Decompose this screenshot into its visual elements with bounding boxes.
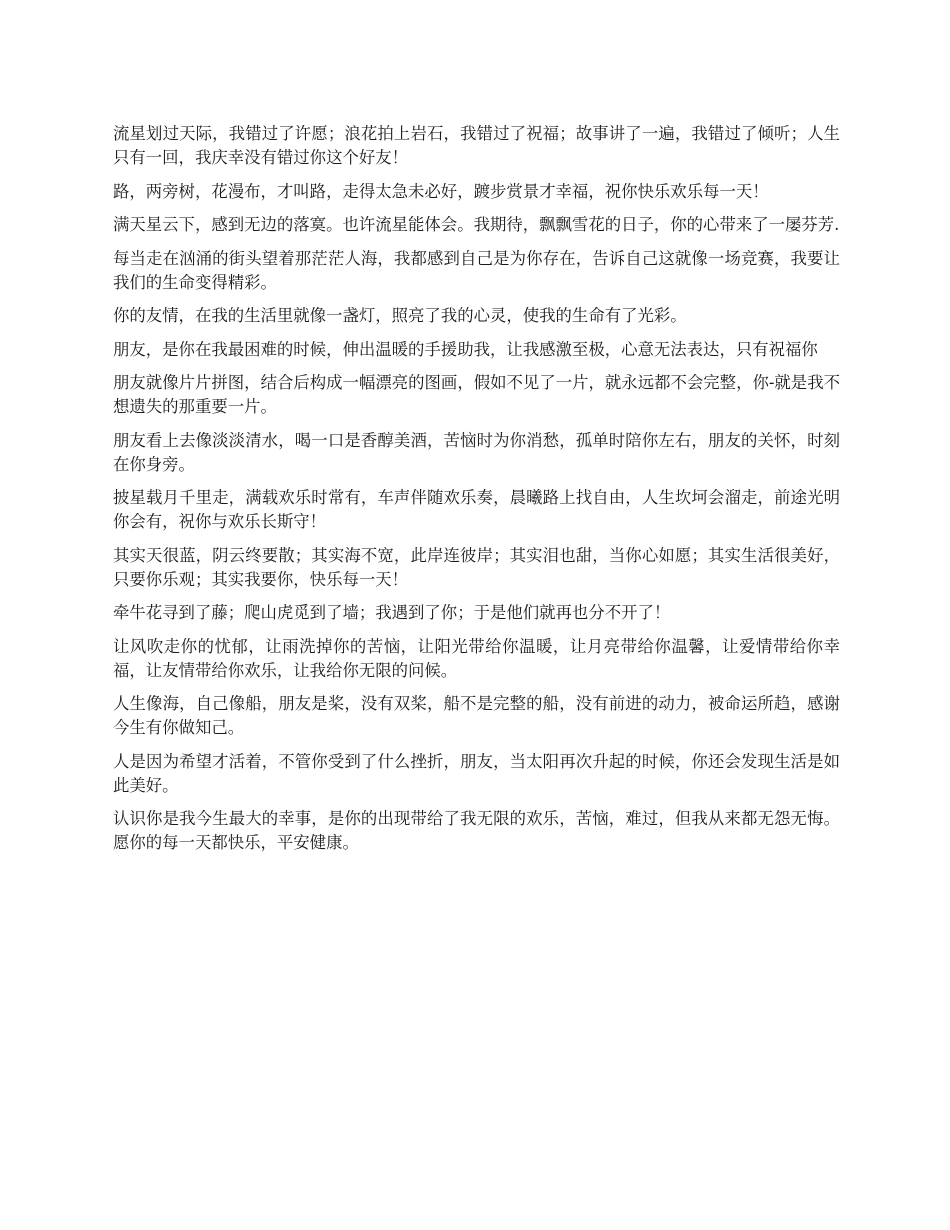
paragraph-15: 认识你是我今生最大的幸事，是你的出现带给了我无限的欢乐，苦恼，难过，但我从来都无怨无悔。愿你的每一天都快乐，平安健康。 [113,809,840,852]
document-body [113,122,840,865]
paragraph-4: 每当走在汹涌的街头望着那茫茫人海，我都感到自己是为你存在，告诉自己这就像一场竞赛，我要让我们的生命变得精彩。 [113,248,840,292]
paragraph-14: 人是因为希望才活着，不管你受到了什么挫折，朋友，当太阳再次升起的时候，你还会发现生活是如此美好。 [113,751,840,795]
paragraph-8: 朋友看上去像淡淡清水，喝一口是香醇美酒，苦恼时为你消愁，孤单时陪你左右，朋友的关怀，时刻在你身旁。 [113,430,840,474]
paragraph-12: 让风吹走你的忧郁，让雨洗掉你的苦恼，让阳光带给你温暖，让月亮带给你温馨，让爱情带给你幸福，让友情带给你欢乐，让我给你无限的问候。 [113,636,840,680]
paragraph-7: 朋友就像片片拼图，结合后构成一幅漂亮的图画，假如不见了一片，就永远都不会完整，你-就是我不想遗失的那重要一片。 [113,373,840,416]
paragraph-2: 路，两旁树，花漫布，才叫路，走得太急未必好，踱步赏景才幸福，祝你快乐欢乐每一天！ [113,181,769,201]
paragraph-10: 其实天很蓝，阴云终要散；其实海不宽，此岸连彼岸；其实泪也甜，当你心如愿；其实生活很美好，只要你乐观；其实我要你，快乐每一天！ [113,545,840,589]
paragraph-6: 朋友，是你在我最困难的时候，伸出温暖的手援助我，让我感激至极，心意无法表达，只有祝福你 [113,339,818,359]
paragraph-13: 人生像海，自己像船，朋友是桨，没有双桨，船不是完整的船，没有前进的动力，被命运所趋，感谢今生有你做知己。 [113,694,840,737]
paragraph-1: 流星划过天际，我错过了许愿；浪花拍上岩石，我错过了祝福；故事讲了一遍，我错过了倾听；人生只有一回，我庆幸没有错过你这个好友！ [113,124,840,167]
paragraph-3: 满天星云下，感到无边的落寞。也许流星能体会。我期待，飘飘雪花的日子，你的心带来了一屡芬芳. [113,215,840,234]
paragraph-11: 牵牛花寻到了藤；爬山虎觅到了墙；我遇到了你；于是他们就再也分不开了！ [113,603,671,622]
paragraph-5: 你的友情，在我的生活里就像一盏灯，照亮了我的心灵，使我的生命有了光彩。 [113,306,687,325]
paragraph-9: 披星载月千里走，满载欢乐时常有，车声伴随欢乐奏，晨曦路上找自由，人生坎坷会溜走，前途光明你会有，祝你与欢乐长斯守！ [113,488,840,531]
